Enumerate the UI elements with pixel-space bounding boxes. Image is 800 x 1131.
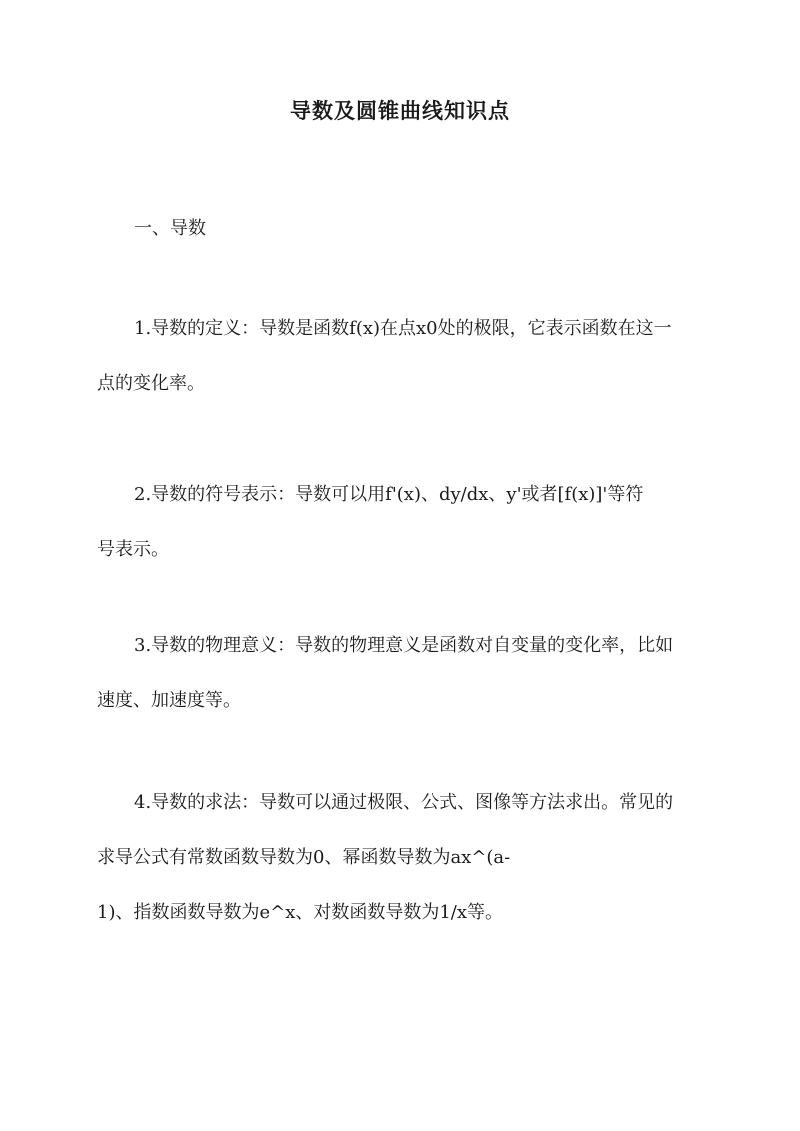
paragraph-line: 速度、加速度等。 xyxy=(97,690,241,711)
paragraph-line: 2.导数的符号表示：导数可以用f'(x)、dy/dx、y'或者[f(x)]'等符 xyxy=(134,484,644,505)
paragraph-methods xyxy=(97,790,703,926)
paragraph-line: 号表示。 xyxy=(97,539,169,560)
paragraph-line: 1)、指数函数导数为e^x、对数函数导数为1/x等。 xyxy=(97,902,504,923)
paragraph-line: 求导公式有常数函数导数为0、幂函数导数为ax^(a- xyxy=(97,847,511,868)
paragraph-physical-meaning xyxy=(97,633,703,714)
paragraph-definition xyxy=(97,316,703,397)
paragraph-line: 点的变化率。 xyxy=(97,373,205,394)
section-heading: 一、导数 xyxy=(134,218,206,239)
paragraph-notation xyxy=(97,482,703,563)
document-title: 导数及圆锥曲线知识点 xyxy=(290,98,510,123)
paragraph-line: 4.导数的求法：导数可以通过极限、公式、图像等方法求出。常见的 xyxy=(134,792,674,813)
paragraph-line: 3.导数的物理意义：导数的物理意义是函数对自变量的变化率，比如 xyxy=(134,635,674,656)
paragraph-line: 1.导数的定义：导数是函数f(x)在点x0处的极限，它表示函数在这一 xyxy=(134,318,672,339)
